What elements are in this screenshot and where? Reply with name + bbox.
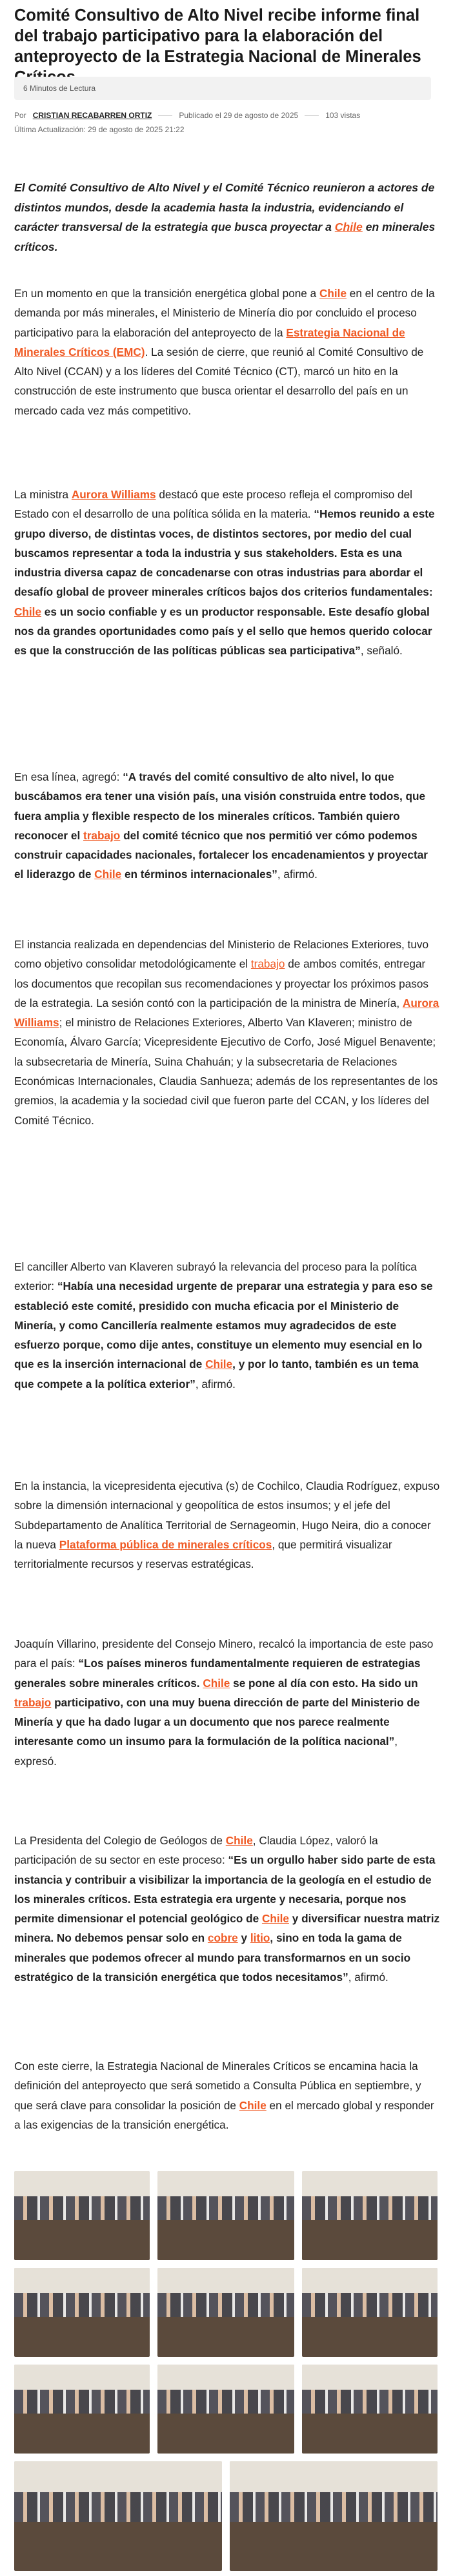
- chile-link[interactable]: Chile: [203, 1676, 230, 1690]
- gallery-photo[interactable]: [157, 2365, 294, 2454]
- author-prefix: Por: [14, 111, 26, 120]
- quote-text: “A través del comité consultivo de alto nivel, lo que buscábamos era tener una visión país, una visión construida entre todos, que fuera amplia y flexible respecto de los minerales críticos. También quiero reconocer el: [14, 770, 426, 842]
- quote-text: “Había una necesidad urgente de preparar una estrategia y para eso se estableció este comité, presidido con mucha eficacia por el Ministerio de Minería, y como Cancillería realmente estamos muy agradecidos de este esfuerzo porque, como dije antes, constituye un elemento muy esencial en lo que es la inserción internacional de: [14, 1280, 433, 1371]
- quote-text: es un socio confiable y es un productor responsable. Este desafío global nos da grandes oportunidades como país y el sello que hemos querido colocar es que la construcción de las políticas públicas sea participativa”: [14, 605, 432, 658]
- emc-link[interactable]: Estrategia Nacional de Minerales Críticos (EMC): [14, 326, 405, 358]
- plataforma-link[interactable]: Plataforma pública de minerales críticos: [59, 1537, 272, 1551]
- cobre-link[interactable]: cobre: [207, 1931, 238, 1945]
- gallery-photo[interactable]: [302, 2268, 438, 2357]
- paragraph-text: Joaquín Villarino, presidente del Consejo Minero, recalcó la importancia de este paso para el país:: [14, 1637, 434, 1670]
- paragraph-text: ; el ministro de Relaciones Exteriores, Alberto Van Klaveren; ministro de Economía, Álvaro García; Vicepresidente Ejecutivo de Corfo, José Miguel Benavente; la subsecretaria de Minería, Suina Chahuán; y la subsecretaria de Relaciones Económicas Internacionales, Claudia Sanhueza; además de los representantes de los gremios, la academia y la sociedad civil que fueron parte del CCAN, y los líderes del Comité Técnico.: [14, 1016, 438, 1127]
- gallery-photo[interactable]: [14, 2365, 150, 2454]
- quote-text: , y por lo tanto, también es un tema que compete a la política exterior”: [14, 1358, 419, 1390]
- paragraph-text: en el mercado global y responder a las exigencias de la transición energética.: [14, 2098, 434, 2131]
- paragraph-text: Con este cierre, la Estrategia Nacional de Minerales Críticos se encamina hacia la definición del anteproyecto que será sometido a Consulta Pública en septiembre, y que será clave para consolidar la posición de: [14, 2060, 421, 2112]
- quote-text: del comité técnico que nos permitió ver cómo podemos construir capacidades nacionales, fortalecer los encadenamientos y proyectar el liderazgo de: [14, 828, 428, 881]
- paragraph-text: En esa línea, agregó:: [14, 770, 123, 783]
- paragraph-7: [14, 1634, 440, 1771]
- lead-text: El Comité Consultivo de Alto Nivel y el Comité Técnico reunieron a actores de distintos mundos, desde la academia hasta la industria, evidenciando el carácter transversal de la estrategia que busca proyectar a: [14, 181, 435, 234]
- quote-text: “Los países mineros fundamentalmente requieren de estrategias generales sobre minerales críticos.: [14, 1657, 421, 1690]
- quote-text: y diversificar nuestra matriz minera. No debemos pensar solo en: [14, 1912, 440, 1945]
- gallery-photo[interactable]: [14, 2268, 150, 2357]
- chile-link[interactable]: Chile: [205, 1358, 233, 1371]
- quote-text: en términos internacionales”: [121, 868, 277, 881]
- chile-link[interactable]: Chile: [261, 1912, 289, 1926]
- updated-date: Última Actualización: 29 de agosto de 2025 21:22: [14, 125, 185, 134]
- paragraph-text: En la instancia, la vicepresidenta ejecutiva (s) de Cochilco, Claudia Rodríguez, expuso sobre la dimensión internacional y geopolítica de estos insumos; y el jefe del Subdepartamento de Analítica Territorial de Sernageomin, Hugo Neira, dio a conocer la nueva: [14, 1479, 440, 1551]
- article-title: Comité Consultivo de Alto Nivel recibe informe final del trabajo participativo para la elaboración del anteproyecto de la Estrategia Nacional de Minerales: [14, 6, 421, 66]
- chile-link[interactable]: Chile: [334, 220, 363, 234]
- aurora-williams-link[interactable]: Aurora Williams: [14, 996, 439, 1029]
- paragraph-text: El canciller Alberto van Klaveren subrayó la relevancia del proceso para la política exterior:: [14, 1260, 417, 1293]
- paragraph-text: , que permitirá visualizar territorialmente recursos y reservas estratégicas.: [14, 1537, 392, 1571]
- paragraph-text: destacó que este proceso refleja el compromiso del Estado con el desarrollo de una política sólida en la materia.: [14, 488, 412, 521]
- quote-text: se pone al día con esto. Ha sido un: [230, 1676, 418, 1690]
- lead-paragraph: [14, 178, 440, 257]
- paragraph-text: , Claudia López, valoró la participación de su sector en este proceso:: [14, 1834, 378, 1867]
- view-count: 103 vistas: [325, 111, 361, 120]
- chile-link[interactable]: Chile: [94, 868, 122, 881]
- paragraph-text: , señaló.: [360, 644, 403, 658]
- paragraph-1: [14, 284, 440, 420]
- paragraph-3: [14, 767, 440, 884]
- gallery-photo[interactable]: [157, 2171, 294, 2260]
- trabajo-link[interactable]: trabajo: [14, 1695, 52, 1709]
- chile-link[interactable]: Chile: [239, 2098, 267, 2112]
- paragraph-6: [14, 1476, 440, 1574]
- paragraph-text: La Presidenta del Colegio de Geólogos de: [14, 1834, 226, 1847]
- gallery-photo[interactable]: [230, 2461, 438, 2571]
- paragraph-text: en el centro de la demanda por más minerales, el Ministerio de Minería dio por concluido el proceso participativo para la elaboración del anteproyecto de la: [14, 287, 435, 339]
- trabajo-link[interactable]: trabajo: [250, 957, 285, 971]
- meta-separator: [305, 115, 319, 116]
- paragraph-text: , afirmó.: [195, 1377, 236, 1390]
- read-time-badge: [14, 77, 431, 100]
- gallery-photo[interactable]: [14, 2461, 222, 2571]
- gallery-photo[interactable]: [302, 2365, 438, 2454]
- aurora-williams-link[interactable]: Aurora Williams: [71, 488, 156, 501]
- paragraph-2: [14, 485, 440, 661]
- gallery-photo[interactable]: [14, 2171, 150, 2260]
- paragraph-text: de ambos comités, entregar los documentos que recopilan sus recomendaciones y proyectar los próximos pasos de la estrategia. La sesión contó con la participación de la ministra de Minería,: [14, 957, 428, 1010]
- litio-link[interactable]: litio: [250, 1931, 270, 1945]
- read-time-label: 6 Minutos de Lectura: [23, 84, 96, 93]
- quote-text: “Es un orgullo haber sido parte de esta instancia y contribuir a visibilizar la importancia de la geología en el estudio de los minerales críticos. Esta estrategia era urgente y necesaria, porque nos permite dimensionar el potencial geológico de: [14, 1853, 436, 1926]
- paragraph-text: El instancia realizada en dependencias del Ministerio de Relaciones Exteriores, tuvo como objetivo consolidar metodológicamente el: [14, 938, 429, 971]
- quote-text: y: [237, 1931, 250, 1945]
- paragraph-9: [14, 2056, 440, 2134]
- quote-text: participativo, con una muy buena dirección de parte del Ministerio de Minería y que ha dado lugar a un documento que nos parece realmente interesante como un insumo para la formulación de la política nacional”: [14, 1695, 420, 1748]
- chile-link[interactable]: Chile: [14, 605, 42, 618]
- gallery-photo[interactable]: [302, 2171, 438, 2260]
- paragraph-text: En un momento en que la transición energética global pone a: [14, 287, 319, 300]
- paragraph-5: [14, 1257, 440, 1394]
- paragraph-text: La ministra: [14, 488, 72, 501]
- paragraph-text: , afirmó.: [277, 868, 317, 881]
- paragraph-4: [14, 935, 440, 1130]
- quote-text: “Hemos reunido a este grupo diverso, de distintas voces, de distintos sectores, por medio del cual buscamos representar a toda la industria y sus stakeholders. Esta es una industria diversa capaz de concadenarse con otras industrias para abordar el desafío global de proveer minerales críticos bajos dos criterios fundamentales:: [14, 507, 435, 599]
- trabajo-link[interactable]: trabajo: [83, 828, 121, 842]
- published-date: Publicado el 29 de agosto de 2025: [179, 111, 299, 120]
- quote-text: , sino en toda la gama de minerales que podemos ofrecer al mundo para transformarnos en un socio estratégico de la transición energética que todos necesitamos”: [14, 1931, 411, 1984]
- chile-link[interactable]: Chile: [319, 287, 347, 300]
- paragraph-text: . La sesión de cierre, que reunió al Comité Consultivo de Alto Nivel (CCAN) y a los líderes del Comité Técnico (CT), marcó un hito en la construcción de este instrumento que busca orientar el desarrollo del país en un mercado cada vez más competitivo.: [14, 345, 424, 417]
- article-meta: [14, 111, 360, 120]
- lead-text: en minerales críticos.: [14, 220, 436, 253]
- author-link[interactable]: CRISTIAN RECABARREN ORTIZ: [32, 111, 152, 120]
- paragraph-text: , expresó.: [14, 1735, 398, 1768]
- paragraph-8: [14, 1831, 440, 1987]
- paragraph-text: , afirmó.: [348, 1971, 388, 1984]
- chile-link[interactable]: Chile: [225, 1834, 253, 1847]
- gallery-photo[interactable]: [157, 2268, 294, 2357]
- meta-separator: [158, 115, 172, 116]
